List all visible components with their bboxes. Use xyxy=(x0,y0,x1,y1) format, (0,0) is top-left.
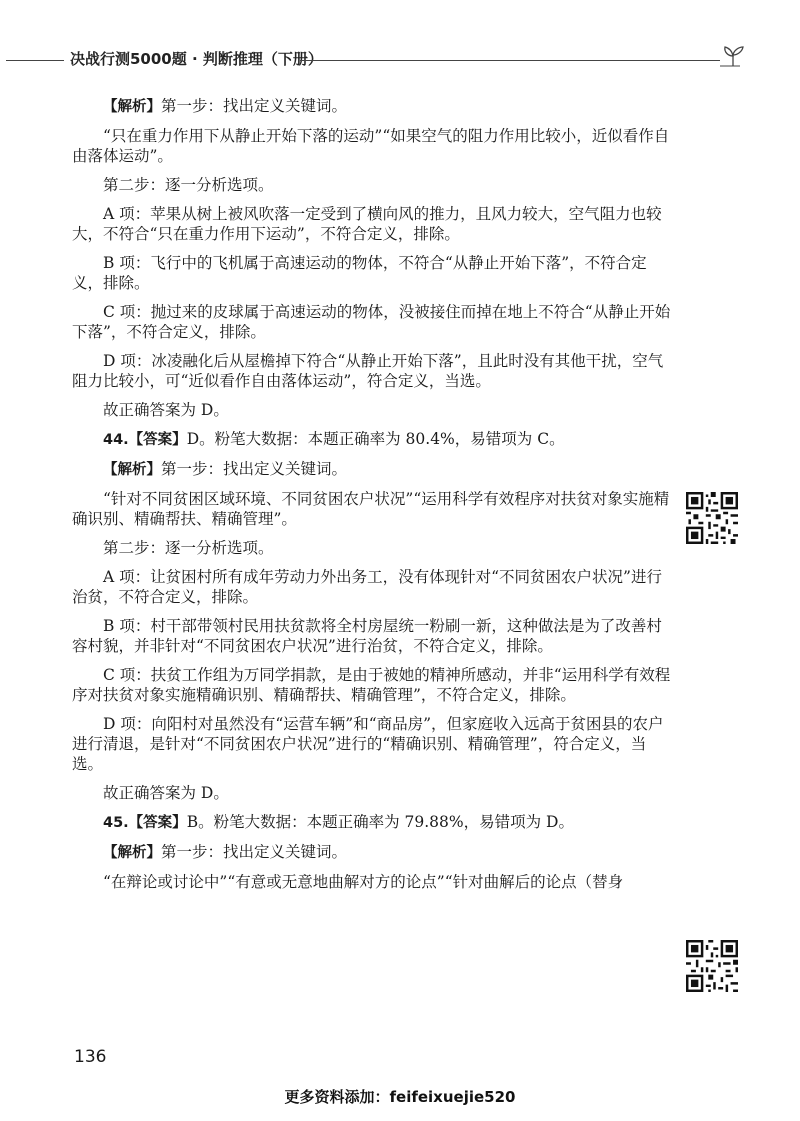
section-tag: 45.【答案】 xyxy=(103,815,187,831)
paragraph xyxy=(72,400,672,420)
paragraph xyxy=(72,567,672,607)
paragraph xyxy=(72,126,672,166)
paragraph-text: C 项：抛过来的皮球属于高速运动的物体，没被接住而掉在地上不符合“从静止开始下落”，不符合定义，排除。 xyxy=(72,303,671,341)
book-title: 决战行测5000题 · 判断推理（下册） xyxy=(70,50,323,68)
sprout-icon xyxy=(718,44,748,72)
paragraph-text: 故正确答案为 D。 xyxy=(103,401,229,419)
paragraph xyxy=(72,429,672,450)
paragraph-text: 第二步：逐一分析选项。 xyxy=(103,539,274,557)
paragraph xyxy=(72,175,672,195)
running-header xyxy=(0,44,800,74)
paragraph-text: D 项：向阳村对虽然没有“运营车辆”和“商品房”，但家庭收入远高于贫困县的农户进行清退，是针对“不同贫困农户状况”进行的“精确识别、精确管理”，符合定义，当选。 xyxy=(72,715,664,773)
paragraph-text: “在辩论或讨论中”“有意或无意地曲解对方的论点”“针对曲解后的论点（替身 xyxy=(103,873,624,891)
paragraph xyxy=(72,872,672,892)
page-number: 136 xyxy=(74,1047,107,1067)
qr-code[interactable] xyxy=(686,940,738,992)
paragraph-text: B。粉笔大数据：本题正确率为 79.88%，易错项为 D。 xyxy=(186,813,574,831)
header-rule-left xyxy=(6,60,64,61)
paragraph-text: D。粉笔大数据：本题正确率为 80.4%，易错项为 C。 xyxy=(186,430,565,448)
section-tag: 44.【答案】 xyxy=(103,432,187,448)
paragraph-text: A 项：让贫困村所有成年劳动力外出务工，没有体现针对“不同贫困农户状况”进行治贫，不符合定义，排除。 xyxy=(72,568,662,606)
paragraph xyxy=(72,842,672,863)
paragraph-text: A 项：苹果从树上被风吹落一定受到了横向风的推力，且风力较大，空气阻力也较大，不符合“只在重力作用下运动”，不符合定义，排除。 xyxy=(72,205,662,243)
paragraph xyxy=(72,616,672,656)
paragraph-text: “只在重力作用下从静止开始下落的运动”“如果空气的阻力作用比较小，近似看作自由落体运动”。 xyxy=(72,127,670,165)
paragraph-text: 故正确答案为 D。 xyxy=(103,784,229,802)
paragraph-text: 第一步：找出定义关键词。 xyxy=(161,460,348,478)
paragraph-text: 第一步：找出定义关键词。 xyxy=(161,843,348,861)
paragraph xyxy=(72,538,672,558)
paragraph xyxy=(72,489,672,529)
paragraph xyxy=(72,302,672,342)
paragraph xyxy=(72,714,672,774)
paragraph-text: 第二步：逐一分析选项。 xyxy=(103,176,274,194)
paragraph xyxy=(72,253,672,293)
section-tag: 【解析】 xyxy=(103,462,161,478)
paragraph xyxy=(72,459,672,480)
paragraph xyxy=(72,96,672,117)
paragraph-text: 第一步：找出定义关键词。 xyxy=(161,97,348,115)
paragraph xyxy=(72,812,672,833)
paragraph-text: C 项：扶贫工作组为万同学捐款，是由于被她的精神所感动，并非“运用科学有效程序对扶贫对象实施精确识别、精确帮扶、精确管理”，不符合定义，排除。 xyxy=(72,666,671,704)
section-tag: 【解析】 xyxy=(103,99,161,115)
footer-contact: 更多资料添加：feifeixuejie520 xyxy=(284,1088,516,1106)
paragraph xyxy=(72,665,672,705)
paragraph xyxy=(72,783,672,803)
answer-explanations xyxy=(72,96,672,901)
paragraph xyxy=(72,204,672,244)
paragraph-text: B 项：飞行中的飞机属于高速运动的物体，不符合“从静止开始下落”，不符合定义，排除。 xyxy=(72,254,647,292)
header-rule-right xyxy=(300,60,720,61)
paragraph xyxy=(72,351,672,391)
paragraph-text: B 项：村干部带领村民用扶贫款将全村房屋统一粉刷一新，这种做法是为了改善村容村貌，并非针对“不同贫困农户状况”进行治贫，不符合定义，排除。 xyxy=(72,617,662,655)
qr-code[interactable] xyxy=(686,492,738,544)
paragraph-text: D 项：冰凌融化后从屋檐掉下符合“从静止开始下落”，且此时没有其他干扰，空气阻力比较小，可“近似看作自由落体运动”，符合定义，当选。 xyxy=(72,352,664,390)
paragraph-text: “针对不同贫困区域环境、不同贫困农户状况”“运用科学有效程序对扶贫对象实施精确识别、精确帮扶、精确管理”。 xyxy=(72,490,670,528)
section-tag: 【解析】 xyxy=(103,845,161,861)
